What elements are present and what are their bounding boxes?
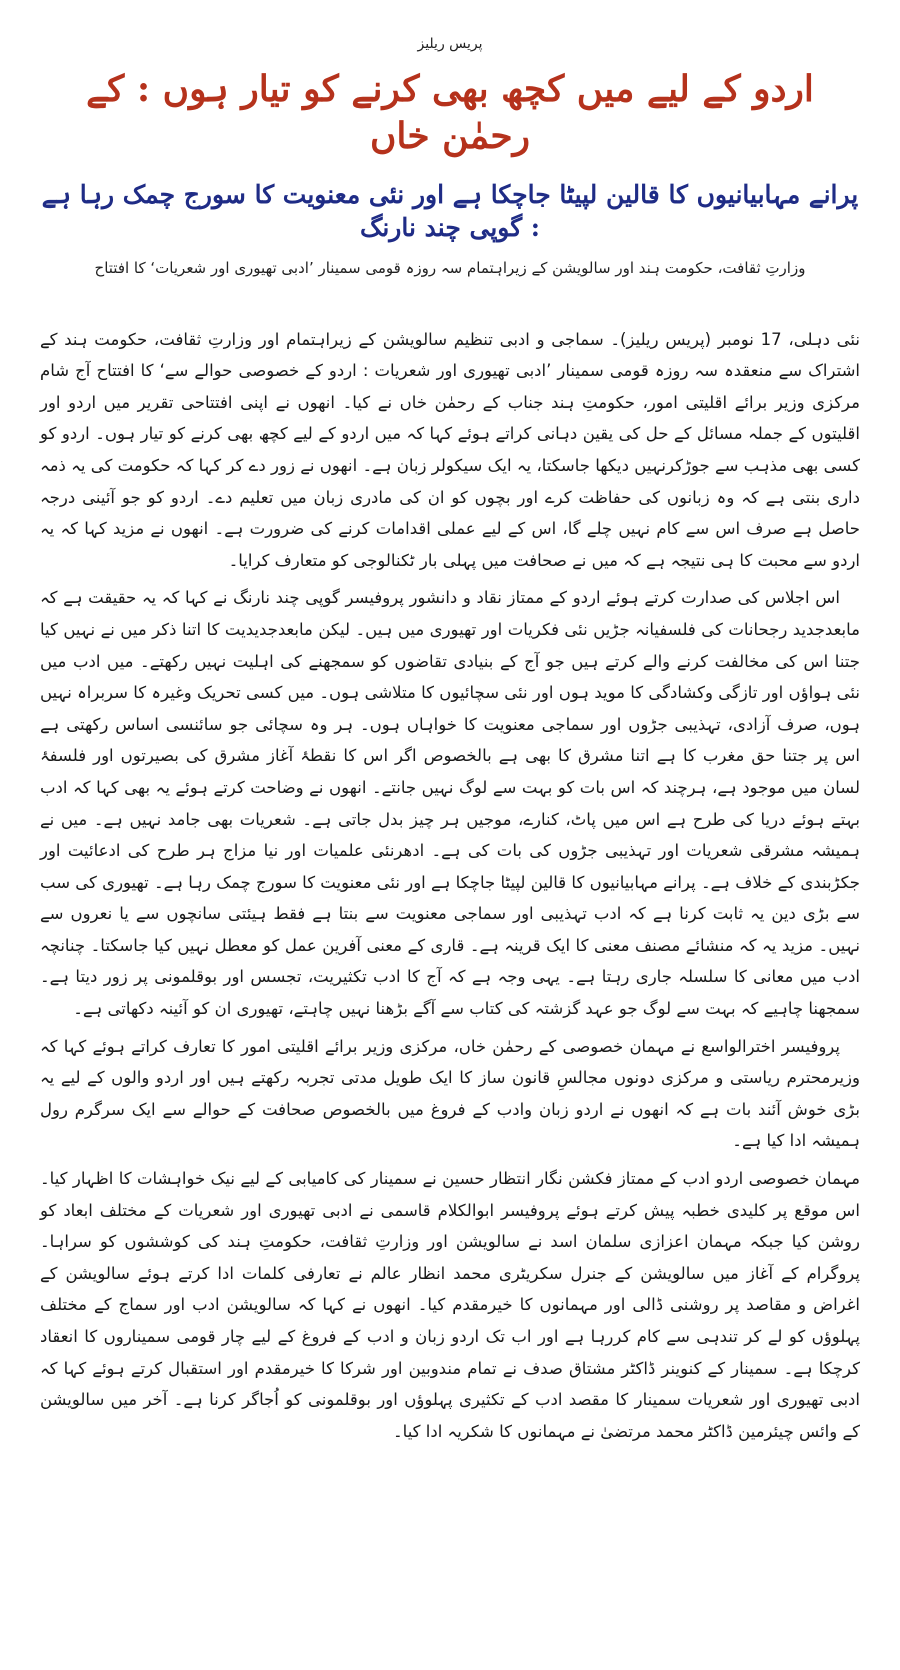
- paragraph-1: نئی دہلی، 17 نومبر (پریس ریلیز)۔ سماجی و ادبی تنظیم سالویشن کے زیراہتمام اور وزارتِ ثقافت، حکومت ہند کے اشتراک سے منعقدہ سہ روزہ قومی سمینار ’ادبی تھیوری اور شعریات : اردو کے خصوصی حوالے سے‘ کا افتتاح آج شام مرکزی وزیر برائے اقلیتی امور، حکومتِ ہند جناب کے رحمٰن خاں نے کیا۔ انھوں نے اپنی افتتاحی تقریر میں اردو اور اقلیتوں کے جملہ مسائل کے حل کی یقین دہانی کراتے ہوئے کہا کہ میں اردو کے لیے کچھ بھی کرنے کو تیار ہوں۔ اردو کو کسی بھی مذہب سے جوڑکرنہیں دیکھا جاسکتا، یہ ایک سیکولر زبان ہے۔ انھوں نے زور دے کر کہا کہ حکومت کی یہ ذمہ داری بنتی ہے کہ وہ زبانوں کی حفاظت کرے اور بچوں کو ان کی مادری زبان میں تعلیم دے۔ اردو کو جو آئینی درجہ حاصل ہے صرف اس سے کام نہیں چلے گا، اس کے لیے عملی اقدامات کرنے کی ضرورت ہے۔ انھوں نے مزید کہا کہ یہ اردو سے محبت کا ہی نتیجہ ہے کہ میں نے صحافت میں پہلی بار ٹکنالوجی کو متعارف کرایا۔: [40, 329, 860, 570]
- article-body: [40, 324, 860, 1448]
- main-headline: اردو کے لیے میں کچھ بھی کرنے کو تیار ہوں : کے رحمٰن خاں: [86, 68, 814, 157]
- press-release-label: پریس ریلیز: [417, 36, 483, 52]
- paragraph-2: اس اجلاس کی صدارت کرتے ہوئے اردو کے ممتاز نقاد و دانشور پروفیسر گوپی چند نارنگ نے کہا کہ یہ حقیقت ہے کہ مابعدجدید رجحانات کی فلسفیانہ جڑیں نئی فکریات اور تھیوری میں ہیں۔ لیکن مابعدجدیدیت کا اتنا ذکر میں نے نہیں کیا جتنا اس کی مخالفت کرنے والے کرتے ہیں جو آج کے بنیادی تقاضوں کو سمجھنے کی اہلیت نہیں رکھتے۔ میں ادب میں نئی ہواؤں اور تازگی وکشادگی کا موید ہوں اور نئی سچائیوں کا متلاشی ہوں۔ میں کسی تحریک وغیرہ کا سربراہ نہیں ہوں، صرف آزادی، تہذیبی جڑوں اور سماجی معنویت کا خواہاں ہوں۔ ہر وہ سچائی جو سائنسی اساس رکھتی ہے اس پر جتنا حق مغرب کا ہے اتنا مشرق کا بھی ہے بالخصوص اگر اس کا نقطۂ آغاز مشرق کی بصیرتوں اور فلسفۂ لسان میں موجود ہے، ہرچند کہ اس بات کو بہت سے لوگ نہیں جانتے۔ انھوں نے وضاحت کرتے ہوئے یہ بھی کہا کہ ادب بہتے ہوئے دریا کی طرح ہے اس میں پاٹ، کنارے، موجیں ہر چیز بدل جاتی ہے۔ شعریات بھی جامد نہیں ہے۔ میں نے ہمیشہ مشرقی شعریات اور تہذیبی جڑوں کی بات کی ہے۔ ادھرنئی علمیات اور نیا مزاج ہر طرح کی ادعائیت اور جکڑبندی کے خلاف ہے۔ پرانے مہابیانیوں کا قالین لپیٹا جاچکا ہے اور نئی معنویت کا سورج چمک رہا ہے۔ تھیوری کی سب سے بڑی دین یہ ثابت کرنا ہے کہ ادب تہذیبی اور سماجی معنویت سے بنتا ہے فقط ہیئتی سانچوں سے یا نعروں سے نہیں۔ مزید یہ کہ منشائے مصنف معنی کا ایک قرینہ ہے۔ قاری کے معنی آفرین عمل کو معطل نہیں کیا جاسکتا۔ چنانچہ ادب میں معانی کا سلسلہ جاری رہتا ہے۔ یہی وجہ ہے کہ آج کا ادب تکثیریت، تجسس اور بوقلمونی پر زور دیتا ہے۔ سمجھنا چاہیے کہ بہت سے لوگ جو عہد گزشتہ کی کتاب سے آگے بڑھنا نہیں چاہتے، تھیوری ان کو آئینہ دکھاتی ہے۔: [40, 588, 860, 1019]
- intro-line: وزارتِ ثقافت، حکومت ہند اور سالویشن کے زیراہتمام سہ روزہ قومی سمینار ’ادبی تھیوری اور شعریات‘ کا افتتاح: [94, 259, 806, 278]
- paragraph-3: پروفیسر اخترالواسع نے مہمان خصوصی کے رحمٰن خاں، مرکزی وزیر برائے اقلیتی امور کا تعارف کراتے ہوئے کہا کہ وزیرمحترم ریاستی و مرکزی دونوں مجالسِ قانون ساز کا ایک طویل مدتی تجربہ رکھتے ہیں اور اردو والوں کے لیے یہ بڑی خوش آئند بات ہے کہ انھوں نے اردو زبان وادب کے فروغ میں بالخصوص صحافت کے حوالے سے ایک سرگرم رول ہمیشہ ادا کیا ہے۔: [40, 1036, 860, 1151]
- sub-headline: پرانے مہابیانیوں کا قالین لپیٹا جاچکا ہے اور نئی معنویت کا سورج چمک رہا ہے : گوپی چند نارنگ: [41, 179, 859, 243]
- paragraph-4: مہمان خصوصی اردو ادب کے ممتاز فکشن نگار انتظار حسین نے سمینار کی کامیابی کے لیے نیک خواہشات کا اظہار کیا۔ اس موقع پر کلیدی خطبہ پیش کرتے ہوئے پروفیسر ابوالکلام قاسمی نے ادبی تھیوری اور شعریات کے مختلف ابعاد کو روشن کیا جبکہ مہمان اعزازی سلمان اسد نے سالویشن اور وزارتِ ثقافت، حکومتِ ہند کی کوششوں کو سراہا۔ پروگرام کے آغاز میں سالویشن کے جنرل سکریٹری محمد انظار عالم نے تعارفی کلمات ادا کرتے ہوئے سالویشن کے اغراض و مقاصد پر روشنی ڈالی اور مہمانوں کا خیرمقدم کیا۔ انھوں نے کہا کہ سالویشن ادب اور سماج کے مختلف پہلوؤں کو لے کر تندہی سے کام کررہا ہے اور اب تک اردو زبان و ادب کے فروغ کے لیے چار قومی سمیناروں کا انعقاد کرچکا ہے۔ سمینار کے کنوینر ڈاکٹر مشتاق صدف نے تمام مندوبین اور شرکا کا خیرمقدم اور استقبال کرتے ہوئے کہا کہ ادبی تھیوری اور شعریات سمینار کا مقصد ادب کے تکثیری پہلوؤں اور بوقلمونی کو اُجاگر کرنا ہے۔ آخر میں سالویشن کے وائس چیئرمین ڈاکٹر محمد مرتضیٰ نے مہمانوں کا شکریہ ادا کیا۔: [40, 1169, 860, 1441]
